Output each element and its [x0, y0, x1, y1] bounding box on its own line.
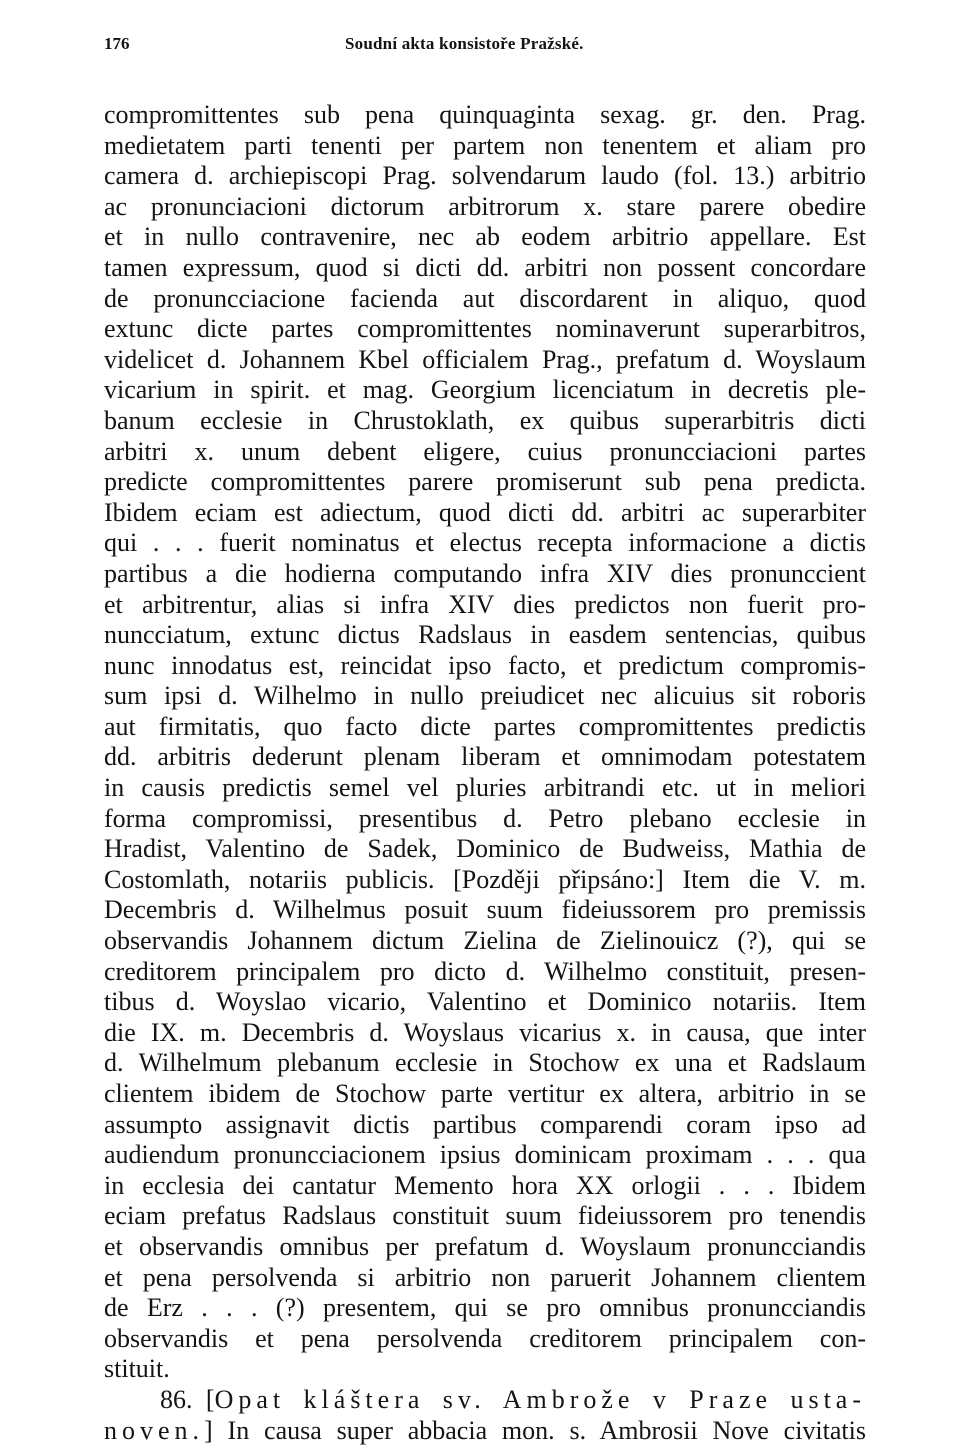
text-line: predicte compromittentes parere promiserunt sub pena predicta.: [104, 467, 866, 497]
text-line: forma compromissi, presentibus d. Petro plebano ecclesie in: [104, 803, 866, 833]
section-heading-part1: Opat kláštera sv. Ambrože v Praze usta-: [214, 1384, 866, 1414]
heading-bracket-open: [: [205, 1384, 215, 1414]
text-line: qui . . . fuerit nominatus et electus recepta informacione a dictis: [104, 528, 866, 558]
section-text-start: In causa super abbacia mon. s. Ambrosii Nove civitatis: [212, 1415, 866, 1445]
text-line: clientem ibidem de Stochow parte vertitur ex altera, arbitrio in se: [104, 1079, 866, 1108]
text-line: ac pronunciacioni dictorum arbitrorum x. stare parere obedire: [104, 191, 866, 221]
text-line: Costomlath, notariis publicis. [Později připsáno:] Item die V. m.: [104, 864, 866, 894]
section-heading-part2: noven.: [104, 1415, 205, 1445]
page-number: 176: [104, 34, 130, 53]
text-line: de Erz . . . (?) presentem, qui se pro omnibus pronuncciandis: [104, 1293, 866, 1323]
text-line: videlicet d. Johannem Kbel officialem Prag., prefatum d. Woyslaum: [104, 344, 866, 374]
text-line: extunc dicte partes compromittentes nominaverunt superarbitros,: [104, 314, 866, 344]
running-header: [104, 34, 866, 64]
text-line: nuncciatum, extunc dictus Radslaus in easdem sentencias, quibus: [104, 620, 866, 650]
section-number: 86.: [160, 1384, 193, 1414]
running-title: Soudní akta konsistoře Pražské.: [345, 34, 584, 53]
text-line: tibus d. Woyslao vicario, Valentino et Dominico notariis. Item: [104, 987, 866, 1017]
text-line: arbitri x. unum debent eligere, cuius pronuncciacioni partes: [104, 436, 866, 466]
text-line: Ibidem eciam est adiectum, quod dicti dd. arbitri ac superarbiter: [104, 497, 866, 527]
text-line: banum ecclesie in Chrustoklath, ex quibus superarbitris dicti: [104, 405, 866, 435]
text-line: medietatem parti tenenti per partem non tenentem et aliam pro: [104, 130, 866, 160]
text-line: Hradist, Valentino de Sadek, Dominico de Budweiss, Mathia de: [104, 834, 866, 864]
text-line: nunc innodatus est, reincidat ipso facto, et predictum compromis-: [104, 650, 866, 680]
text-line: et in nullo contravenire, nec ab eodem arbitrio appellare. Est: [104, 222, 866, 252]
section-86-first-line: [104, 1385, 866, 1416]
text-line: audiendum pronuncciacionem ipsius dominicam proximam . . . qua: [104, 1140, 866, 1170]
document-page: [104, 34, 866, 1446]
text-line: compromittentes sub pena quinquaginta sexag. gr. den. Prag.: [104, 100, 866, 129]
text-line: stituit.: [104, 1354, 170, 1384]
text-line: assumpto assignavit dictis partibus comparendi coram ipso ad: [104, 1109, 866, 1139]
text-line: camera d. archiepiscopi Prag. solvendarum laudo (fol. 13.) arbitrio: [104, 161, 866, 191]
text-line: observandis et pena persolvenda creditorem principalem con-: [104, 1323, 866, 1353]
text-line: de pronuncciacione facienda aut discordarent in aliquo, quod: [104, 283, 866, 313]
text-line: sum ipsi d. Wilhelmo in nullo preiudicet nec alicuius sit roboris: [104, 681, 866, 711]
text-line: tamen expressum, quod si dicti dd. arbitri non possent concordare: [104, 252, 866, 282]
text-line: et arbitrentur, alias si infra XIV dies predictos non fuerit pro-: [104, 589, 866, 619]
text-line: eciam prefatus Radslaus constituit suum fideiussorem pro tenendis: [104, 1201, 866, 1231]
text-line: die IX. m. Decembris d. Woyslaus vicarius x. in causa, que inter: [104, 1017, 866, 1047]
section-86-second-line: [104, 1416, 866, 1446]
heading-bracket-close: ]: [204, 1415, 213, 1445]
text-line: Decembris d. Wilhelmus posuit suum fideiussorem pro premissis: [104, 895, 866, 925]
text-line: in ecclesia dei cantatur Memento hora XX orlogii . . . Ibidem: [104, 1170, 866, 1200]
text-line: dd. arbitris dederunt plenam liberam et omnimodam potestatem: [104, 742, 866, 772]
text-line: vicarium in spirit. et mag. Georgium licenciatum in decretis ple-: [104, 375, 866, 405]
text-line: et pena persolvenda si arbitrio non paruerit Johannem clientem: [104, 1262, 866, 1292]
text-line: creditorem principalem pro dicto d. Wilhelmo constituit, presen-: [104, 956, 866, 986]
text-line: in causis predictis semel vel pluries arbitrandi etc. ut in meliori: [104, 773, 866, 803]
text-line: aut firmitatis, quo facto dicte partes compromittentes predictis: [104, 711, 866, 741]
text-line: et observandis omnibus per prefatum d. Woyslaum pronuncciandis: [104, 1231, 866, 1261]
text-line: observandis Johannem dictum Zielina de Zielinouicz (?), qui se: [104, 926, 866, 956]
text-line: partibus a die hodierna computando infra XIV dies pronunccient: [104, 558, 866, 588]
body-text: [104, 100, 866, 1446]
text-line: d. Wilhelmum plebanum ecclesie in Stochow ex una et Radslaum: [104, 1048, 866, 1078]
